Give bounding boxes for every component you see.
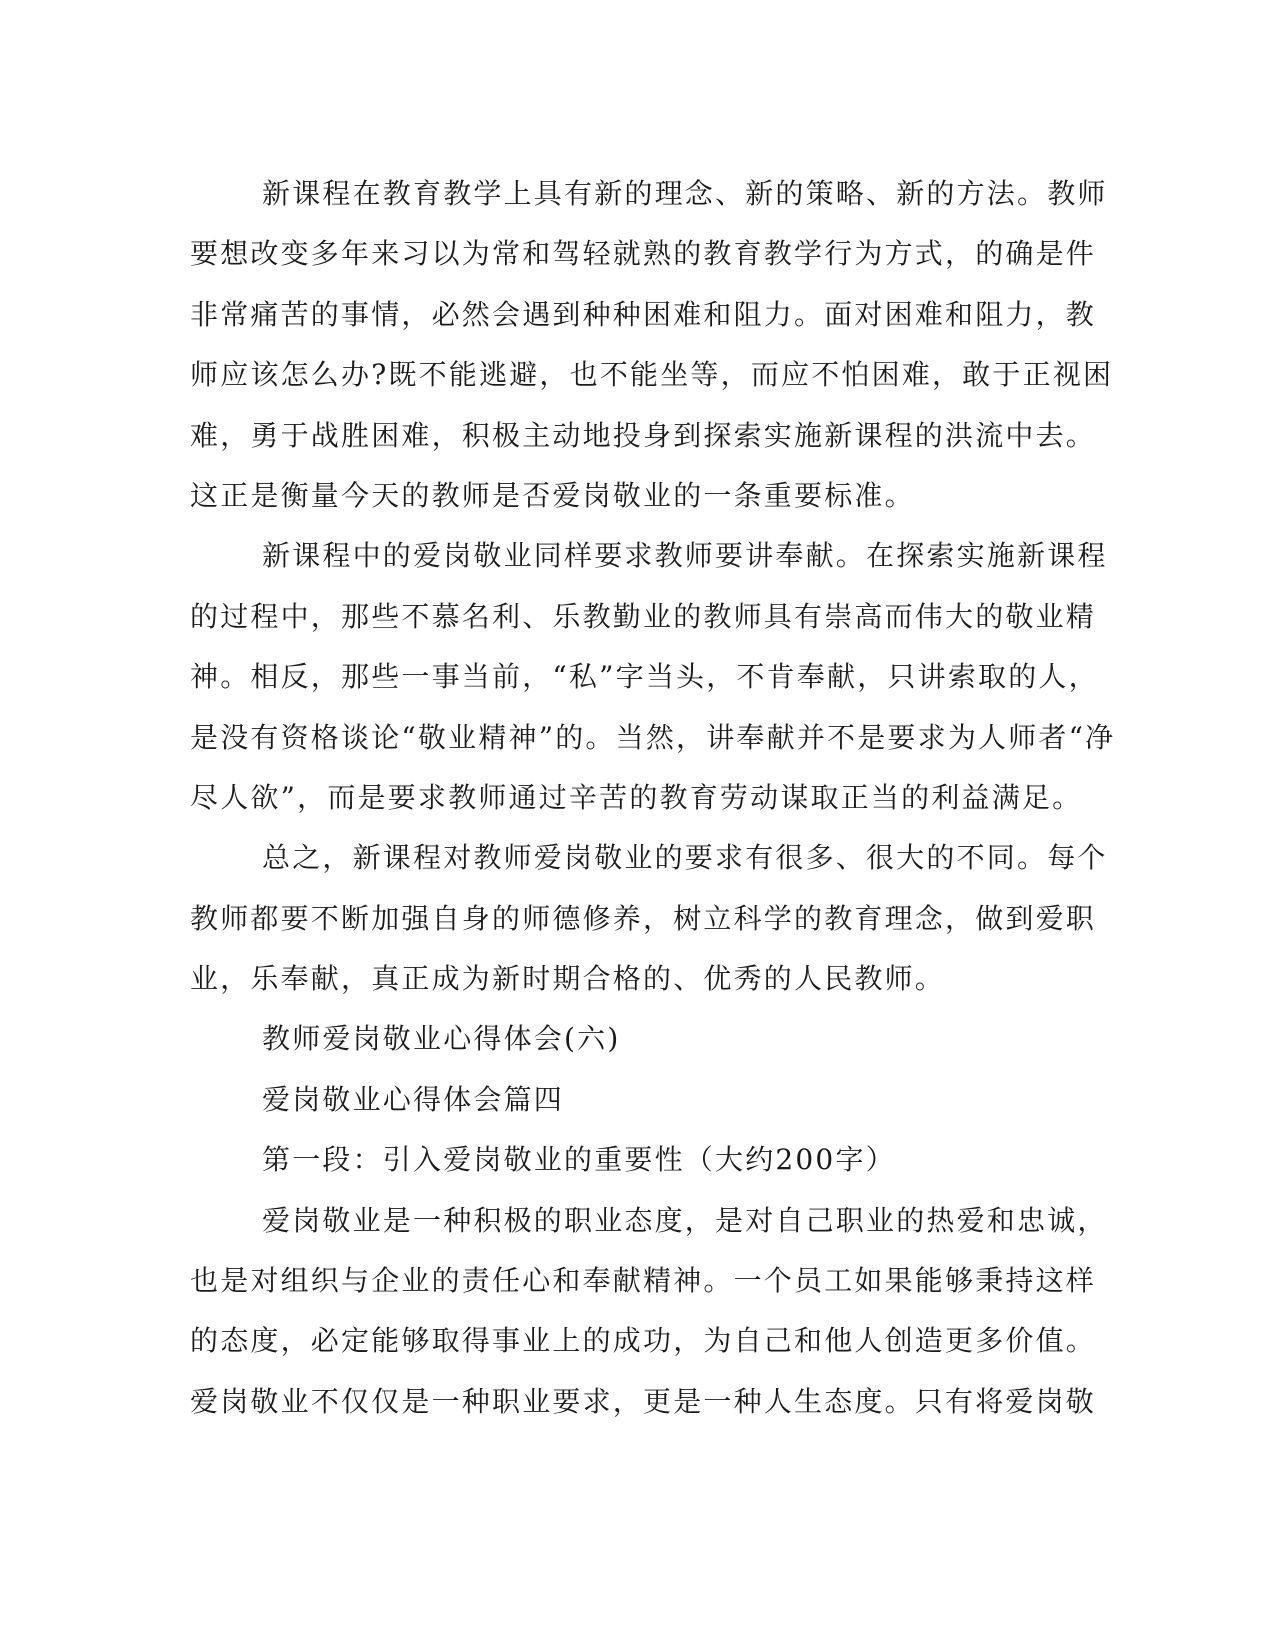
text-line: 是没有资格谈论“敬业精神”的。当然，讲奉献并不是要求为人师者“净 <box>190 720 1116 754</box>
body-text <box>190 164 1116 1432</box>
text-line: 新课程中的爱岗敬业同样要求教师要讲奉献。在探索实施新课程 <box>262 539 1108 573</box>
text-line: 爱岗敬业不仅仅是一种职业要求，更是一种人生态度。只有将爱岗敬 <box>190 1384 1097 1418</box>
text-line: 神。相反，那些一事当前，“私”字当头，不肯奉献，只讲索取的人， <box>190 660 1099 694</box>
text-line: 难，勇于战胜困难，积极主动地投身到探索实施新课程的洪流中去。 <box>190 418 1097 452</box>
section-heading: 第一段：引入爱岗敬业的重要性（大约200字） <box>262 1143 896 1177</box>
text-line: 的过程中，那些不慕名利、乐教勤业的教师具有崇高而伟大的敬业精 <box>190 599 1097 633</box>
text-line: 也是对组织与企业的责任心和奉献精神。一个员工如果能够秉持这样 <box>190 1264 1097 1298</box>
text-line: 这正是衡量今天的教师是否爱岗敬业的一条重要标准。 <box>190 478 915 512</box>
section-heading: 爱岗敬业心得体会篇四 <box>262 1082 565 1116</box>
text-line: 要想改变多年来习以为常和驾轻就熟的教育教学行为方式，的确是件 <box>190 237 1097 271</box>
text-line: 的态度，必定能够取得事业上的成功，为自己和他人创造更多价值。 <box>190 1324 1097 1358</box>
text-line: 教师都要不断加强自身的师德修养，树立科学的教育理念，做到爱职 <box>190 901 1097 935</box>
text-line: 业，乐奉献，真正成为新时期合格的、优秀的人民教师。 <box>190 962 946 996</box>
text-line: 非常痛苦的事情，必然会遇到种种困难和阻力。面对困难和阻力，教 <box>190 297 1097 331</box>
text-line: 师应该怎么办?既不能逃避，也不能坐等，而应不怕困难，敢于正视困 <box>190 358 1114 392</box>
text-line: 爱岗敬业是一种积极的职业态度，是对自己职业的热爱和忠诚， <box>262 1203 1108 1237</box>
text-line: 尽人欲”，而是要求教师通过辛苦的教育劳动谋取正当的利益满足。 <box>190 780 1083 814</box>
text-line: 新课程在教育教学上具有新的理念、新的策略、新的方法。教师 <box>262 177 1108 210</box>
section-heading: 教师爱岗敬业心得体会(六) <box>262 1022 621 1056</box>
text-line: 总之，新课程对教师爱岗敬业的要求有很多、很大的不同。每个 <box>262 841 1108 875</box>
